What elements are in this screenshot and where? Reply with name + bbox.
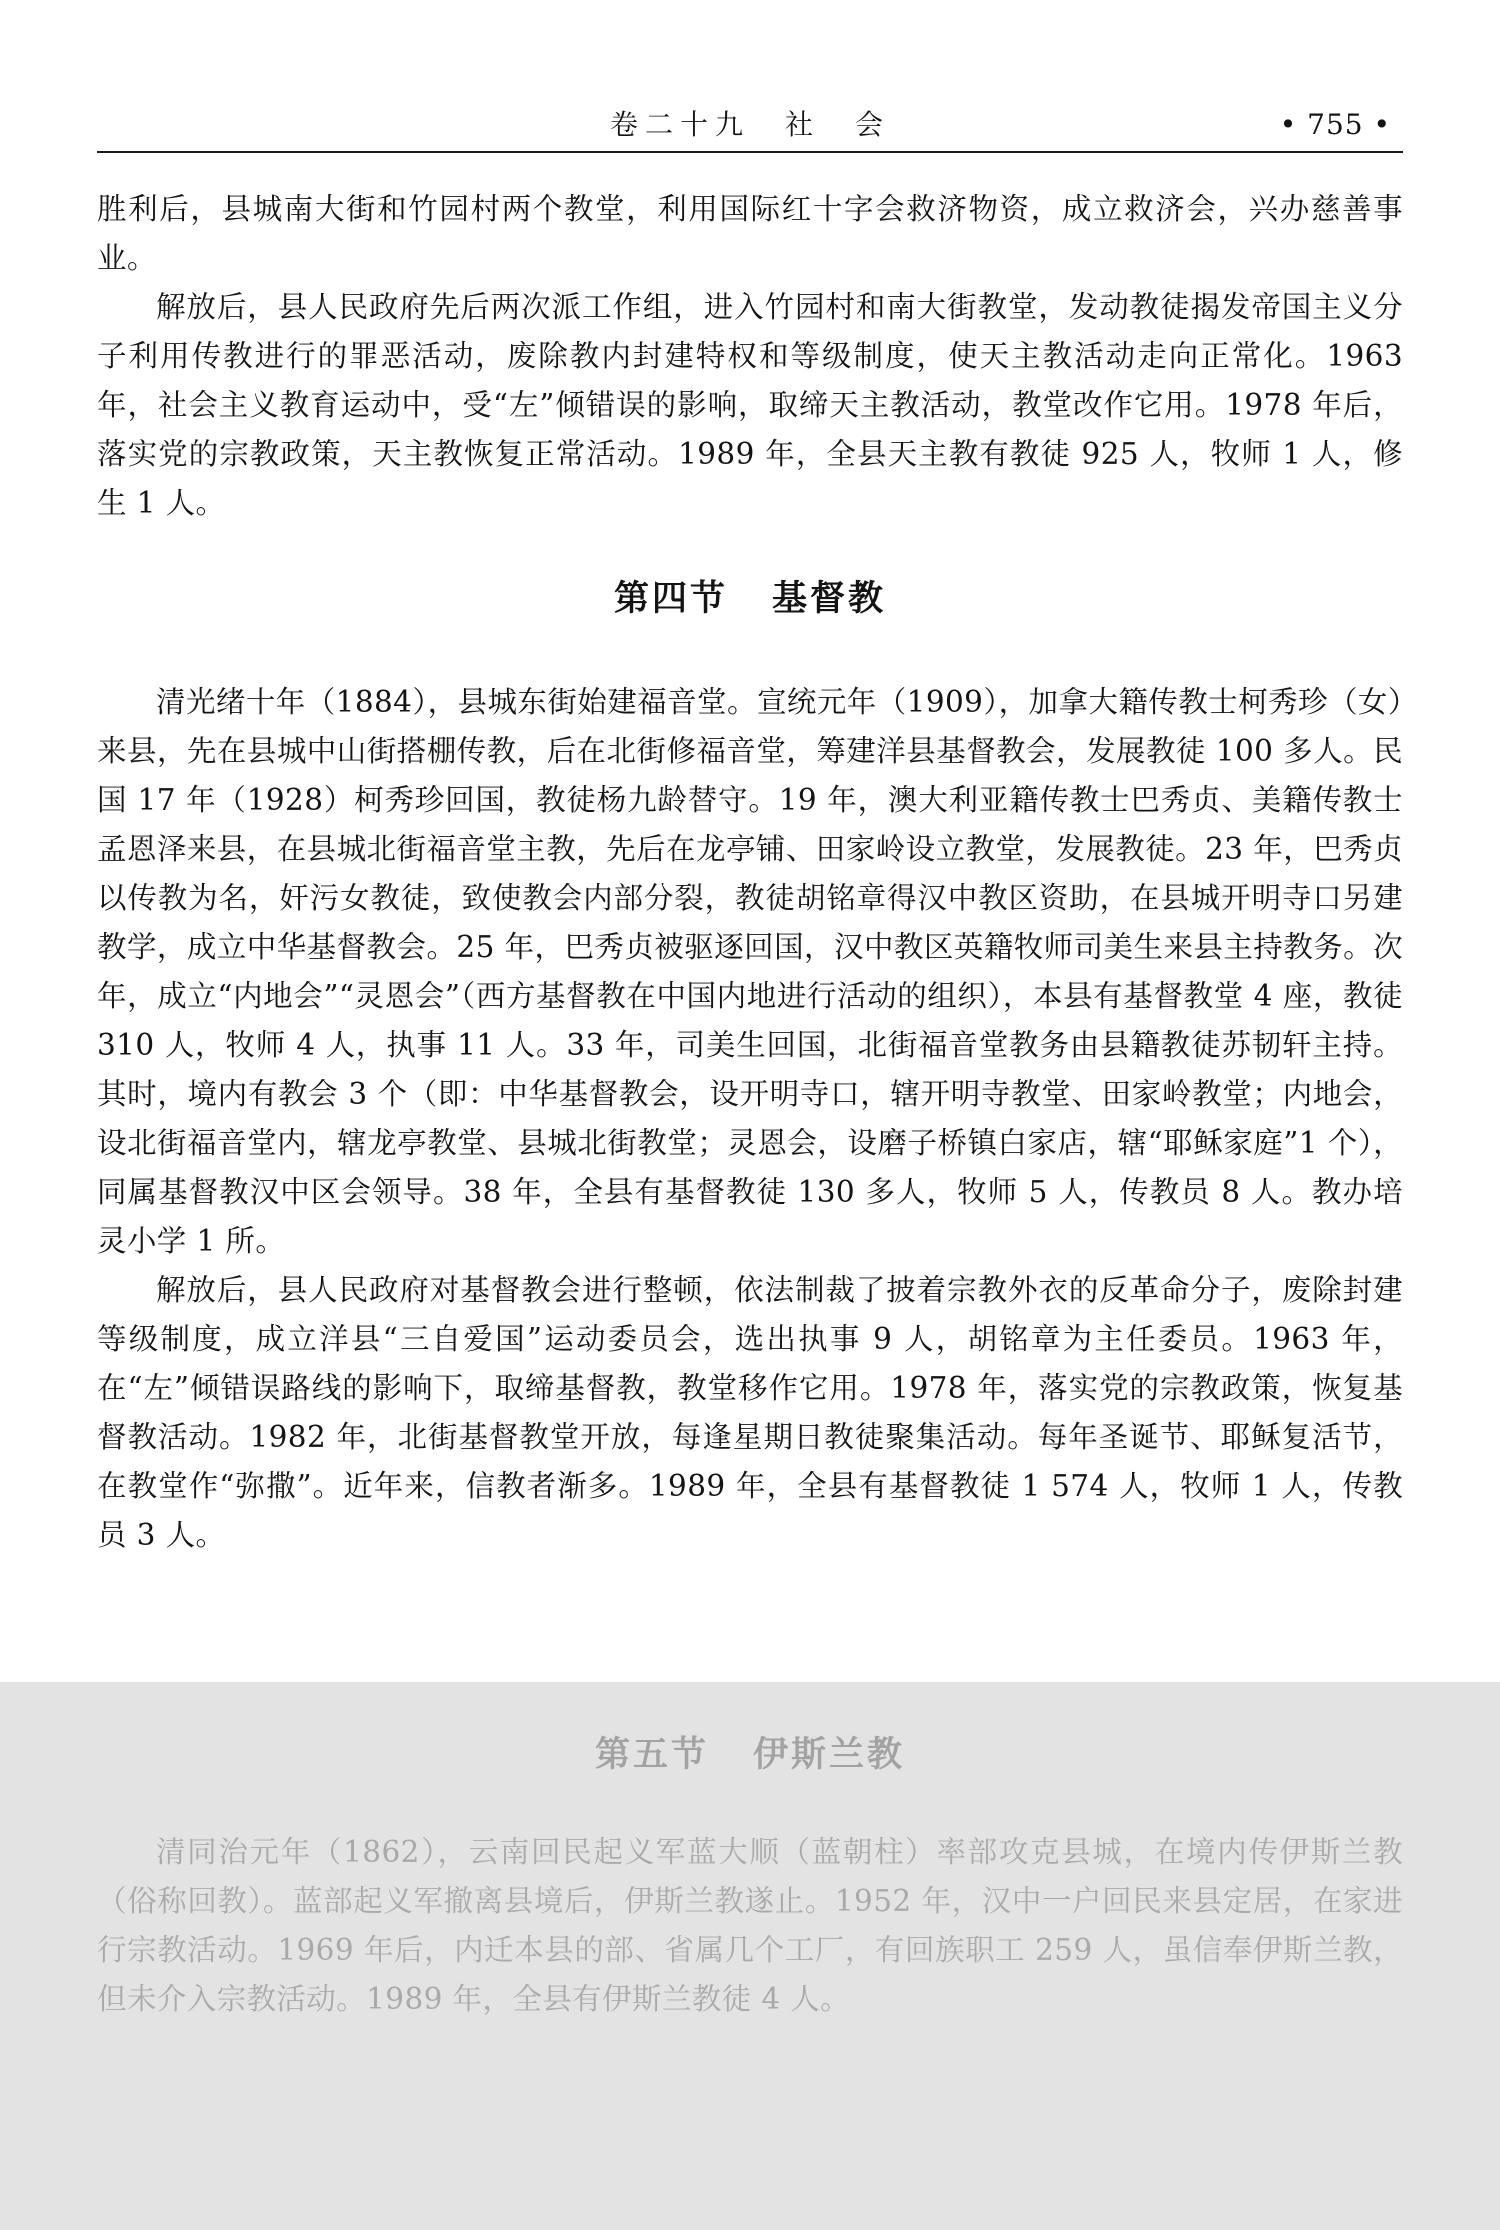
page-body: [97, 185, 1403, 1560]
section-heading-christianity: [97, 574, 1403, 624]
page-header: [97, 105, 1403, 153]
christianity-liberation-paragraph: 解放后，县人民政府对基督教会进行整顿，依法制裁了披着宗教外衣的反革命分子，废除封建等级制度，成立洋县“三自爱国”运动委员会，选出执事 9 人，胡铭章为主任委员。1963 年，在“左”倾错误路线的影响下，取缔基督教，教堂移作它用。1978 年，落实党的宗教政策，恢复基督教活动。1982 年，北街基督教堂开放，每逢星期日教徒聚集活动。每年圣诞节、耶稣复活节，在教堂作“弥撒”。近年来，信教者渐多。1989 年，全县有基督教徒 1 574 人，牧师 1 人，传教员 3 人。: [97, 1273, 1403, 1552]
section-number: 第五节: [594, 1734, 709, 1775]
christianity-history-paragraph: 清光绪十年（1884），县城东街始建福音堂。宣统元年（1909），加拿大籍传教士柯秀珍（女）来县，先在县城中山街搭棚传教，后在北街修福音堂，筹建洋县基督教会，发展教徒 100 多人。民国 17 年（1928）柯秀珍回国，教徒杨九龄替守。19 年，澳大利亚籍传教士巴秀贞、美籍传教士孟恩泽来县，在县城北街福音堂主教，先后在龙亭铺、田家岭设立教堂，发展教徒。23 年，巴秀贞以传教为名，奸污女教徒，致使教会内部分裂，教徒胡铭章得汉中教区资助，在县城开明寺口另建教学，成立中华基督教会。25 年，巴秀贞被驱逐回国，汉中教区英籍牧师司美生来县主持教务。次年，成立“内地会”“灵恩会”（西方基督教在中国内地进行活动的组织），本县有基督教堂 4 座，教徒 310 人，牧师 4 人，执事 11 人。33 年，司美生回国，北街福音堂教务由县籍教徒苏韧轩主持。其时，境内有教会 3 个（即：中华基督教会，设开明寺口，辖开明寺教堂、田家岭教堂；内地会，设北街福音堂内，辖龙亭教堂、县城北街教堂；灵恩会，设磨子桥镇白家店，辖“耶稣家庭”1 个），同属基督教汉中区会领导。38 年，全县有基督教徒 130 多人，牧师 5 人，传教员 8 人。教办培灵小学 1 所。: [97, 685, 1403, 1258]
running-head-title: 卷二十九 社 会: [609, 108, 890, 141]
section-title: 基督教: [772, 578, 887, 619]
section-number: 第四节: [613, 578, 728, 619]
section-heading-islam: [97, 1730, 1403, 1780]
catholic-liberation-paragraph: 解放后，县人民政府先后两次派工作组，进入竹园村和南大街教堂，发动教徒揭发帝国主义分子利用传教进行的罪恶活动，废除教内封建特权和等级制度，使天主教活动走向正常化。1963 年，社会主义教育运动中，受“左”倾错误的影响，取缔天主教活动，教堂改作它用。1978 年后，落实党的宗教政策，天主教恢复正常活动。1989 年，全县天主教有教徒 925 人，牧师 1 人，修生 1 人。: [97, 290, 1403, 520]
section-title: 伊斯兰教: [753, 1734, 906, 1775]
faded-continuation-region: [0, 1682, 1500, 2230]
continued-paragraph: 胜利后，县城南大街和竹园村两个教堂，利用国际红十字会救济物资，成立救济会，兴办慈善事业。: [97, 192, 1403, 275]
islam-paragraph: 清同治元年（1862），云南回民起义军蓝大顺（蓝朝柱）率部攻克县城，在境内传伊斯兰教（俗称回教）。蓝部起义军撤离县境后，伊斯兰教遂止。1952 年，汉中一户回民来县定居，在家进行宗教活动。1969 年后，内迁本县的部、省属几个工厂，有回族职工 259 人，虽信奉伊斯兰教，但未介入宗教活动。1989 年，全县有伊斯兰教徒 4 人。: [97, 1835, 1403, 2016]
page-number: • 755 •: [1279, 108, 1391, 141]
islam-section: [97, 1730, 1403, 2024]
